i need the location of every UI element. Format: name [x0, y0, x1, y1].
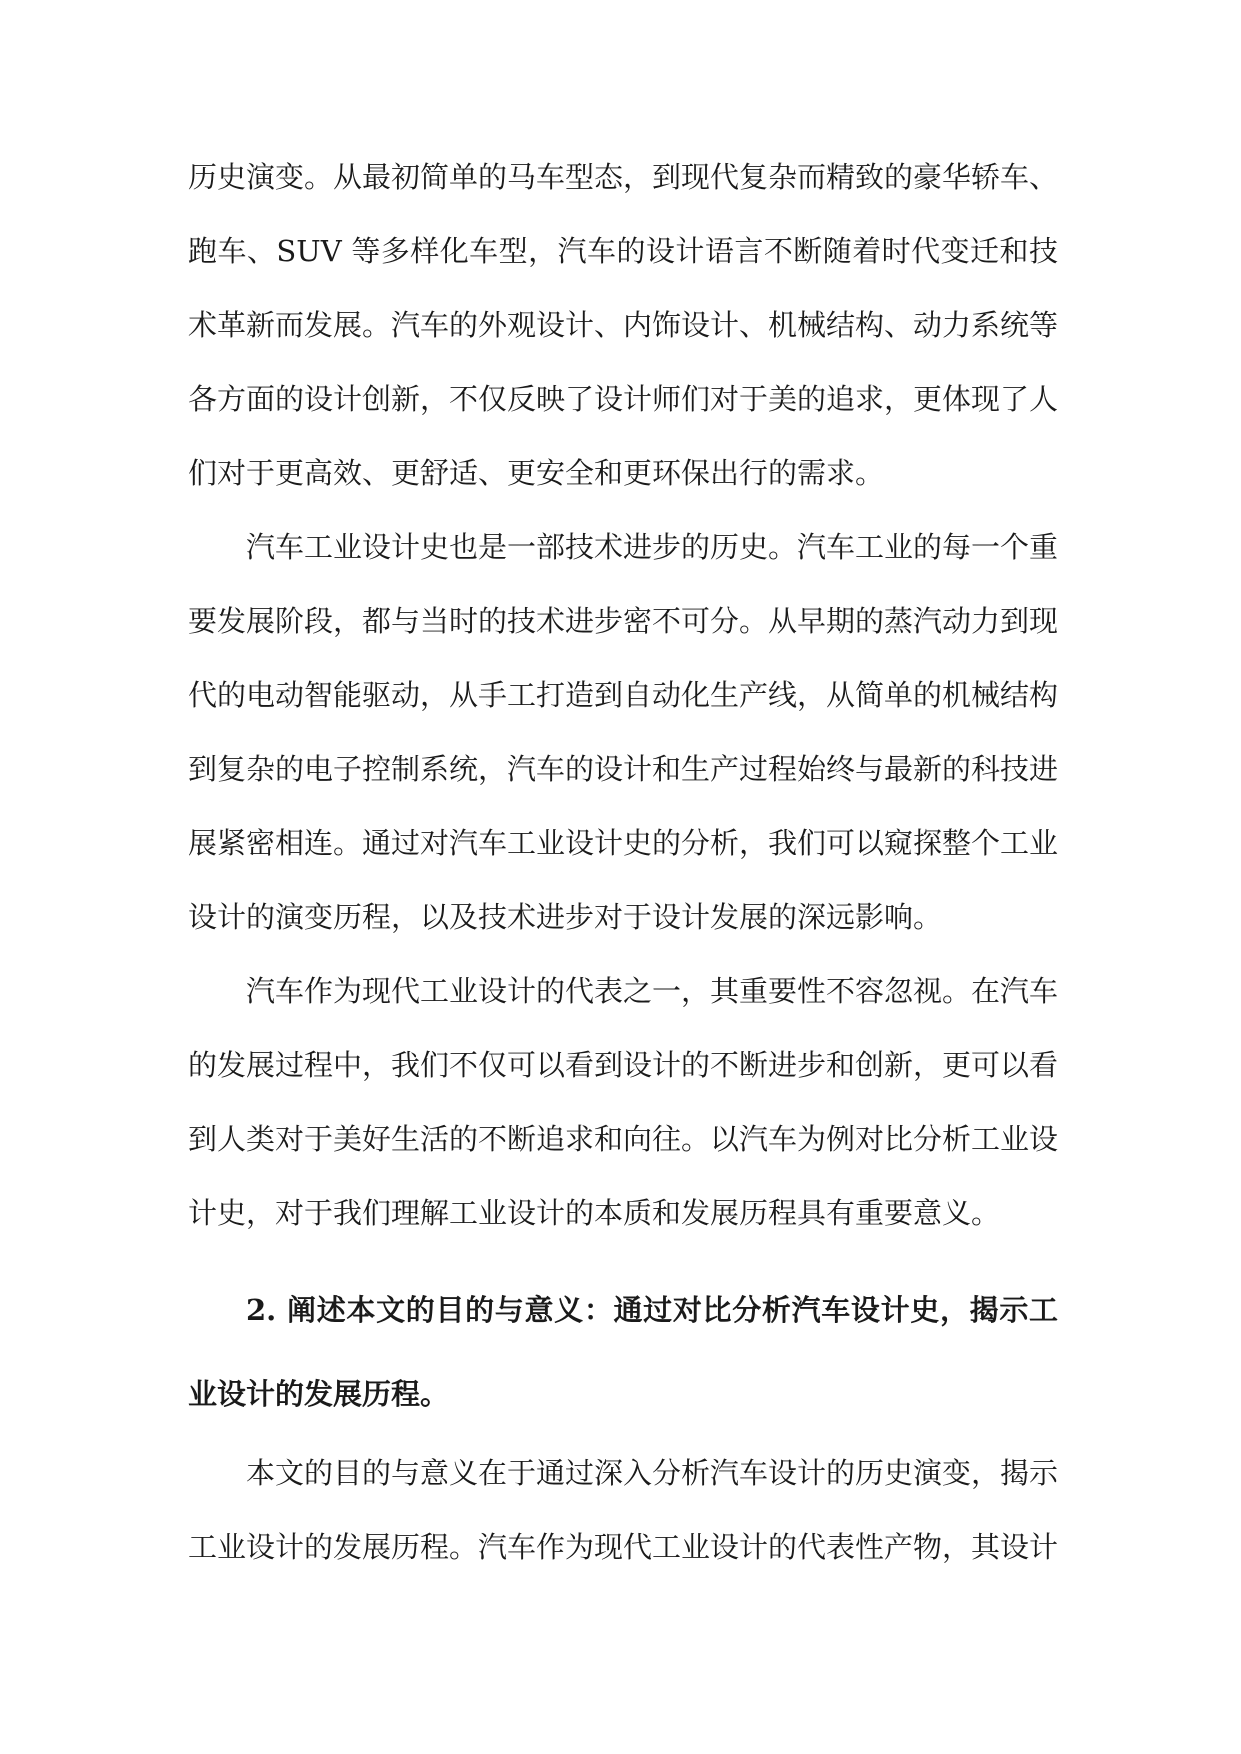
paragraph-purpose-significance: 本文的目的与意义在于通过深入分析汽车设计的历史演变，揭示工业设计的发展历程。汽车作为现代工业设计的代表性产物，其设计	[188, 1456, 1059, 1564]
paragraph-technology-progress: 汽车工业设计史也是一部技术进步的历史。汽车工业的每一个重要发展阶段，都与当时的技术进步密不可分。从早期的蒸汽动力到现代的电动智能驱动，从手工打造到自动化生产线，从简单的机械结构到复杂的电子控制系统，汽车的设计和生产过程始终与最新的科技进展紧密相连。通过对汽车工业设计史的分析，我们可以窥探整个工业设计的演变历程，以及技术进步对于设计发展的深远影响。	[188, 530, 1059, 934]
paragraph-car-importance: 汽车作为现代工业设计的代表之一，其重要性不容忽视。在汽车的发展过程中，我们不仅可以看到设计的不断进步和创新，更可以看到人类对于美好生活的不断追求和向往。以汽车为例对比分析工业设计史，对于我们理解工业设计的本质和发展历程具有重要意义。	[188, 974, 1059, 1230]
paragraph-history-evolution: 历史演变。从最初简单的马车型态，到现代复杂而精致的豪华轿车、跑车、SUV 等多样化车型，汽车的设计语言不断随着时代变迁和技术革新而发展。汽车的外观设计、内饰设计、机械结构、动力系统等各方面的设计创新，不仅反映了设计师们对于美的追求，更体现了人们对于更高效、更舒适、更安全和更环保出行的需求。	[188, 160, 1059, 490]
document-body	[188, 140, 1058, 1584]
section-heading: 2. 阐述本文的目的与意义：通过对比分析汽车设计史，揭示工业设计的发展历程。	[188, 1293, 1058, 1411]
